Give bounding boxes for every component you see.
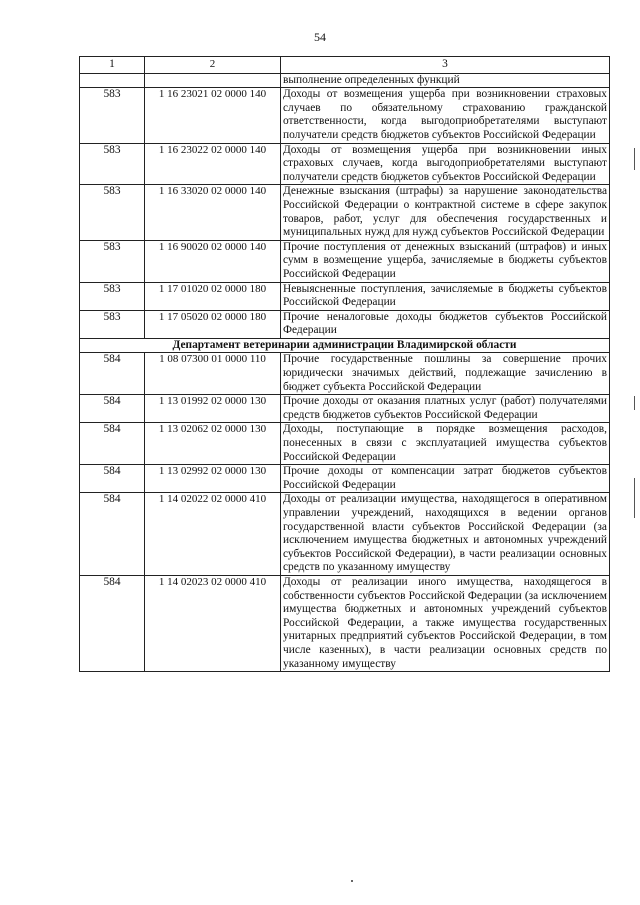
revenue-description-cell: Доходы от реализации иного имущества, находящегося в собственности субъектов Российской Федерации (за исключением имущества бюджетных и автономных учреждений субъектов Российской Федерации, а также имущества государственных унитарных предприятий субъектов Российской Федерации, в том числе казенных), в части реализации основных средств по указанному имуществу <box>281 575 610 671</box>
table-header-row <box>80 57 610 74</box>
table-row <box>80 395 610 423</box>
section-header-row <box>80 338 610 353</box>
table-row <box>80 310 610 338</box>
revenue-description-cell: Прочие доходы от компенсации затрат бюджетов субъектов Российской Федерации <box>281 465 610 493</box>
table-row <box>80 240 610 282</box>
revenue-classification-table <box>79 56 610 672</box>
revenue-description-cell: Доходы от реализации имущества, находящегося в оперативном управлении учреждений, находящихся в ведении органов государственной власти субъектов Российской Федерации (за исключением имущества бюджетных и автономных учреждений субъектов Российской Федерации), в части реализации основных средств по указанному имуществу <box>281 493 610 576</box>
revenue-code-cell: 1 16 23022 02 0000 140 <box>145 143 281 185</box>
revenue-code-cell: 1 16 23021 02 0000 140 <box>145 88 281 143</box>
scan-edge-mark <box>634 396 635 410</box>
table-row <box>80 353 610 395</box>
admin-code-cell: 583 <box>80 310 145 338</box>
column-header-3: 3 <box>281 57 610 74</box>
admin-code-cell: 584 <box>80 465 145 493</box>
revenue-code-cell: 1 14 02023 02 0000 410 <box>145 575 281 671</box>
revenue-code-cell: 1 13 02992 02 0000 130 <box>145 465 281 493</box>
table-row <box>80 423 610 465</box>
admin-code-cell: 584 <box>80 395 145 423</box>
admin-code-cell: 584 <box>80 493 145 576</box>
revenue-code-cell: 1 16 33020 02 0000 140 <box>145 185 281 240</box>
page-number: 54 <box>314 30 326 44</box>
admin-code-cell: 584 <box>80 423 145 465</box>
revenue-code-cell: 1 16 90020 02 0000 140 <box>145 240 281 282</box>
table-row <box>80 465 610 493</box>
revenue-description-cell: Доходы, поступающие в порядке возмещения расходов, понесенных в связи с эксплуатацией имущества субъектов Российской Федерации <box>281 423 610 465</box>
revenue-code-cell: 1 17 01020 02 0000 180 <box>145 282 281 310</box>
admin-code-cell: 584 <box>80 575 145 671</box>
admin-code-cell: 583 <box>80 88 145 143</box>
revenue-description-cell: Невыясненные поступления, зачисляемые в бюджеты субъектов Российской Федерации <box>281 282 610 310</box>
revenue-description-cell: Прочие поступления от денежных взысканий (штрафов) и иных сумм в возмещение ущерба, зачисляемые в бюджеты субъектов Российской Федерации <box>281 240 610 282</box>
continuation-row <box>80 73 610 88</box>
admin-code-cell: 583 <box>80 240 145 282</box>
revenue-description-cell: Денежные взыскания (штрафы) за нарушение законодательства Российской Федерации о контрактной системе в сфере закупок товаров, работ, услуг для обеспечения государственных и муниципальных нужд для нужд субъектов Российской Федерации <box>281 185 610 240</box>
revenue-code-cell: 1 13 01992 02 0000 130 <box>145 395 281 423</box>
revenue-code-cell: 1 13 02062 02 0000 130 <box>145 423 281 465</box>
scan-edge-mark <box>634 478 635 518</box>
revenue-code-cell: 1 08 07300 01 0000 110 <box>145 353 281 395</box>
revenue-code-cell: 1 17 05020 02 0000 180 <box>145 310 281 338</box>
table-row <box>80 185 610 240</box>
scan-dot <box>351 880 353 882</box>
table-row <box>80 575 610 671</box>
continuation-text: выполнение определенных функций <box>281 73 610 88</box>
table-row <box>80 493 610 576</box>
section-title: Департамент ветеринарии администрации Владимирской области <box>80 338 610 353</box>
table-row <box>80 143 610 185</box>
column-header-2: 2 <box>145 57 281 74</box>
revenue-description-cell: Прочие государственные пошлины за совершение прочих юридически значимых действий, подлежащие зачислению в бюджет субъекта Российской Федерации <box>281 353 610 395</box>
column-header-1: 1 <box>80 57 145 74</box>
admin-code-cell: 583 <box>80 143 145 185</box>
revenue-description-cell: Доходы от возмещения ущерба при возникновении страховых случаев по обязательному страхованию гражданской ответственности, когда выгодоприобретателями выступают получатели средств бюджетов субъектов Российской Федерации <box>281 88 610 143</box>
table-row <box>80 282 610 310</box>
revenue-description-cell: Прочие доходы от оказания платных услуг (работ) получателями средств бюджетов субъектов Российской Федерации <box>281 395 610 423</box>
table-row <box>80 88 610 143</box>
admin-code-cell: 583 <box>80 282 145 310</box>
admin-code-cell: 584 <box>80 353 145 395</box>
admin-code-cell: 583 <box>80 185 145 240</box>
revenue-code-cell: 1 14 02022 02 0000 410 <box>145 493 281 576</box>
scan-edge-mark <box>634 148 635 170</box>
revenue-description-cell: Прочие неналоговые доходы бюджетов субъектов Российской Федерации <box>281 310 610 338</box>
revenue-description-cell: Доходы от возмещения ущерба при возникновении иных страховых случаев, когда выгодоприобретателями выступают получатели средств бюджетов субъектов Российской Федерации <box>281 143 610 185</box>
